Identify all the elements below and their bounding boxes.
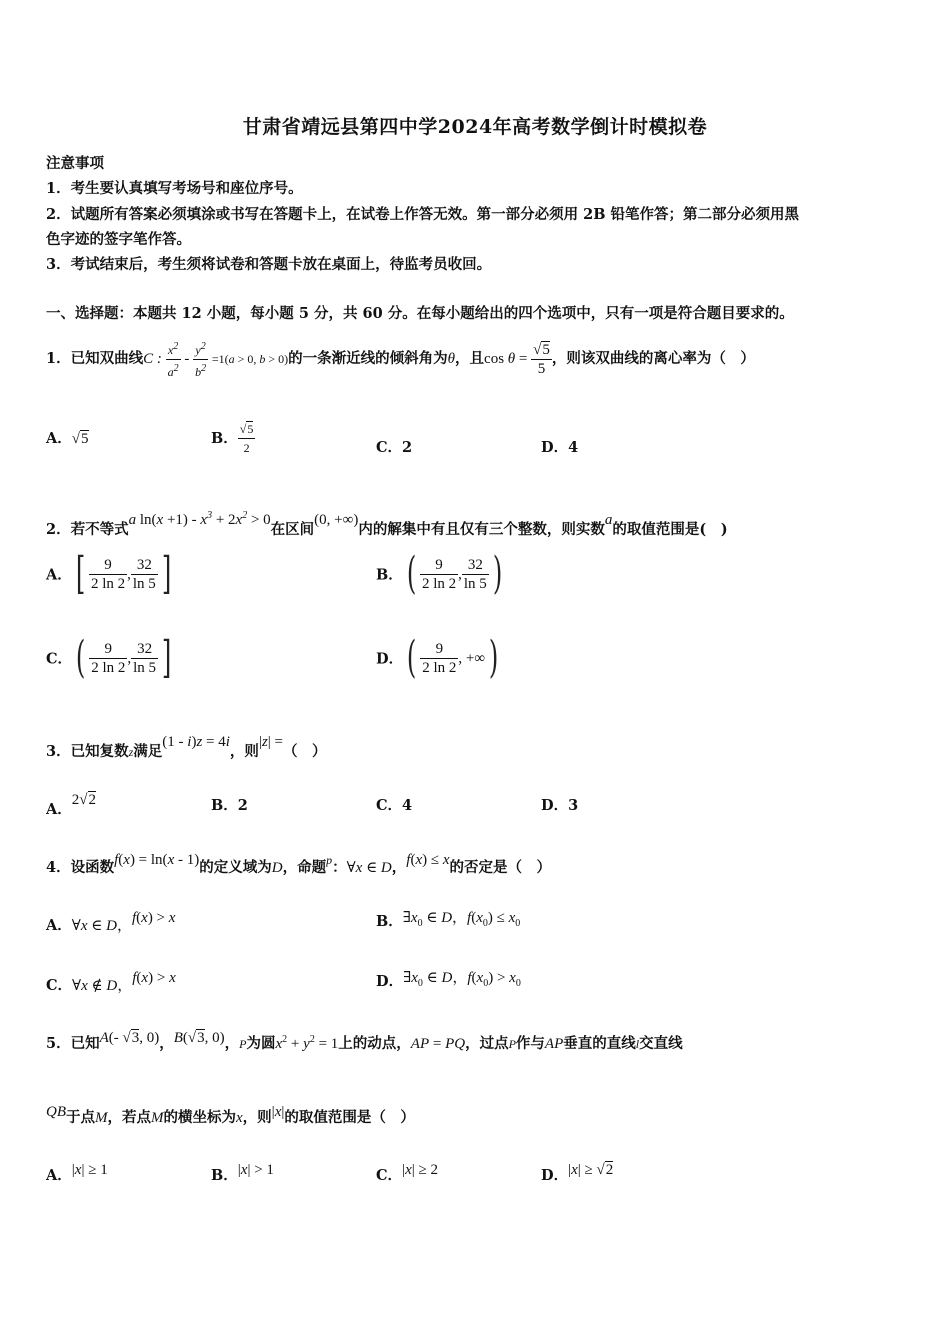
q5-equation: AP = PQ xyxy=(410,1036,466,1052)
q4-domain: D xyxy=(271,860,283,876)
page-title: 甘肃省靖远县第四中学2024年高考数学倒计时模拟卷 xyxy=(242,116,708,138)
q3-equation: (1 - i)z = 4i xyxy=(162,734,230,750)
q5-m2: M xyxy=(151,1110,164,1126)
q1-option-c: C．2 xyxy=(376,439,413,456)
q2-option-d: D．( $\frac{9}{2 \ln 2}$ , +∞) xyxy=(376,632,499,683)
q1-mid2: ，且 xyxy=(455,350,485,367)
q3-modulus: |z| = xyxy=(258,734,283,750)
notice-item-2: 2．试题所有答案必须填涂或书写在答题卡上，在试卷上作答无效。第一部分必须用 2B 铅笔作答；第二部分必须用黑 xyxy=(46,206,800,223)
q4-option-c: C．∀x ∉ D，f(x) > x xyxy=(46,970,176,994)
q5-point-a: A(- √3, 0) xyxy=(99,1030,160,1046)
q5-point-b: B(√3, 0) xyxy=(173,1030,225,1046)
q5-option-a: A．|x| ≥ 1 xyxy=(46,1162,108,1184)
q4-option-a: A．∀x ∈ D，f(x) > x xyxy=(46,910,176,934)
q3-option-b: B．2 xyxy=(211,797,248,814)
q3-option-d: D．3 xyxy=(541,797,579,814)
q5-option-b: B．|x| > 1 xyxy=(211,1162,274,1184)
q5-m: M xyxy=(95,1110,108,1126)
question-5-line-2: QB于点M，若点M的横坐标为x，则|x|的取值范围是（ ） xyxy=(46,1104,415,1126)
q4-function: f(x) = ln(x - 1) xyxy=(114,852,200,868)
q1-mid: 的一条渐近线的倾斜角为 xyxy=(288,350,448,367)
q5-p2: P xyxy=(508,1037,516,1051)
notice-item-1: 1．考生要认真填写考场号和座位序号。 xyxy=(46,180,303,197)
notice-item-3: 3．考试结束后，考生须将试卷和答题卡放在桌面上，待监考员收回。 xyxy=(46,256,492,273)
question-3: 3．已知复数z满足(1 - i)z = 4i，则|z| =（ ） xyxy=(46,734,327,760)
q5-p: P xyxy=(239,1037,247,1051)
q1-option-d: D．4 xyxy=(541,439,579,456)
q1-option-b: B． $\frac{√5}{2}$ xyxy=(211,422,254,455)
section-heading: 一、选择题：本题共 12 小题，每小题 5 分，共 60 分。在每小题给出的四个选项中，只有一项是符合题目要求的。 xyxy=(46,305,794,322)
q5-qb: QB xyxy=(46,1104,66,1120)
notice-item-2-cont: 色字迹的签字笔作答。 xyxy=(46,231,191,248)
q3-option-a: A．2√2 xyxy=(46,792,96,818)
q4-option-d: D．$\exists x_0$ ∈ D，$f(x_0) > x_0$ xyxy=(376,970,521,990)
q2-option-c: C．( $\frac{9}{2 \ln 2}$ , $\frac{32}{\ln 5}$ ] xyxy=(46,632,172,683)
notice-heading: 注意事项 xyxy=(46,155,104,172)
q1-theta: θ xyxy=(447,351,456,367)
question-2: 2．若不等式a $\ln(x +1) - x^3 + 2x^2 > 0$在区间(0, +∞)内的解集中有且仅有三个整数，则实数a的取值范围是( ) xyxy=(46,510,728,538)
q2-a: a xyxy=(604,512,613,528)
q4-inequality: f(x) ≤ x xyxy=(406,852,450,868)
q5-option-d: D．|x| ≥ √2 xyxy=(541,1162,614,1184)
q1-formula: C : $\frac{x^2}{a^2}$ - $\frac{y^2}{b^2}$ =1(a > 0, b > 0) xyxy=(143,351,288,367)
q2-inequality: a $\ln(x +1) - x^3 + 2x^2 > 0$ xyxy=(128,510,271,528)
question-5: 5．已知A(- √3, 0)，B(√3, 0)，P为圆$x^2 + y^2 = 1$上的动点，AP = PQ，过点P作与AP垂直的直线l交直线 xyxy=(46,1030,683,1052)
q4-option-b: B．$\exists x_0$ ∈ D，$f(x_0) \le x_0$ xyxy=(376,910,521,930)
q2-option-b: B．( $\frac{9}{2 \ln 2}$ , $\frac{32}{\ln 5}$ ) xyxy=(376,548,503,599)
q4-forall: ∀x ∈ D xyxy=(346,860,392,876)
q5-ap: AP xyxy=(544,1036,564,1052)
q5-circle: $x^2 + y^2 = 1$ xyxy=(275,1034,339,1052)
q3-z: z xyxy=(128,745,134,759)
q5-option-c: C．|x| ≥ 2 xyxy=(376,1162,438,1184)
q3-option-c: C．4 xyxy=(376,797,413,814)
q5-l: l xyxy=(635,1037,640,1051)
q2-interval: (0, +∞) xyxy=(314,512,359,528)
q2-option-a: A．[ $\frac{9}{2 \ln 2}$ , $\frac{32}{\ln 5}$ ] xyxy=(46,548,172,599)
q5-abs-x: |x| xyxy=(271,1104,285,1120)
q4-p: p xyxy=(326,853,333,867)
question-1 xyxy=(46,328,755,389)
q5-x: x xyxy=(236,1110,243,1126)
question-4: 4．设函数f(x) = ln(x - 1)的定义域为D，命题$^p$：∀x ∈ D，f(x) ≤ x的否定是（ ） xyxy=(46,852,552,876)
q1-option-a: A．√5 xyxy=(46,430,89,447)
q1-prefix: 1．已知双曲线 xyxy=(46,350,144,367)
q1-cos: cos θ = $\frac{√5}{5}$ xyxy=(484,342,550,378)
q1-suffix: ，则该双曲线的离心率为（ ） xyxy=(551,350,755,367)
